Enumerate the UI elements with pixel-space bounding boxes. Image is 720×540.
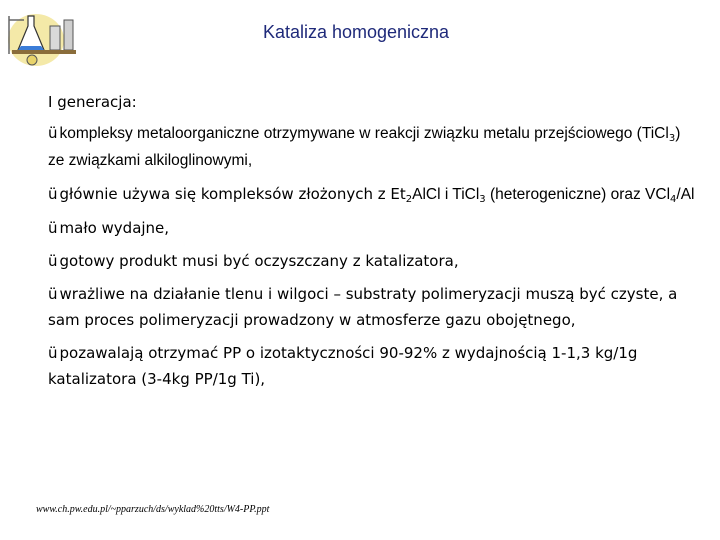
- check-icon: ü: [48, 252, 58, 270]
- list-item: ü głównie używa się kompleksów złożonych z $Et_2AlCl$ i TiCl$_3$ (heterogeniczne) oraz VCl$_4$/Al: [48, 185, 695, 205]
- source-link[interactable]: www.ch.pw.edu.pl/~pparzuch/ds/wyklad%20tts/W4-PP.ppt: [36, 504, 270, 515]
- section-heading: I generacja:: [48, 93, 137, 111]
- bullet-list: [48, 120, 698, 399]
- list-item: ü gotowy produkt musi być oczyszczany z katalizatora,: [48, 252, 459, 270]
- check-icon: ü: [48, 285, 58, 303]
- check-icon: ü: [48, 219, 58, 237]
- list-item: ü wrażliwe na działanie tlenu i wilgoci – substraty polimeryzacji muszą być czyste, a sam proces polimeryzacji prowadzony w atmosferze gazu obojętnego,: [48, 285, 678, 329]
- slide-title: Kataliza homogeniczna: [262, 22, 450, 42]
- check-icon: ü: [48, 124, 58, 142]
- list-item: ü mało wydajne,: [48, 219, 170, 237]
- list-item: ü pozawalają otrzymać PP o izotaktyczności 90-92% z wydajnością 1-1,3 kg/1g katalizatora (3-4kg PP/1g Ti),: [48, 344, 638, 388]
- check-icon: ü: [48, 185, 58, 203]
- check-icon: ü: [48, 344, 58, 362]
- list-item: ü kompleksy metaloorganiczne otrzymywane w reakcji związku metalu przejściowego (TiCl$_3$) ze związkami alkiloglinowymi,: [48, 124, 681, 169]
